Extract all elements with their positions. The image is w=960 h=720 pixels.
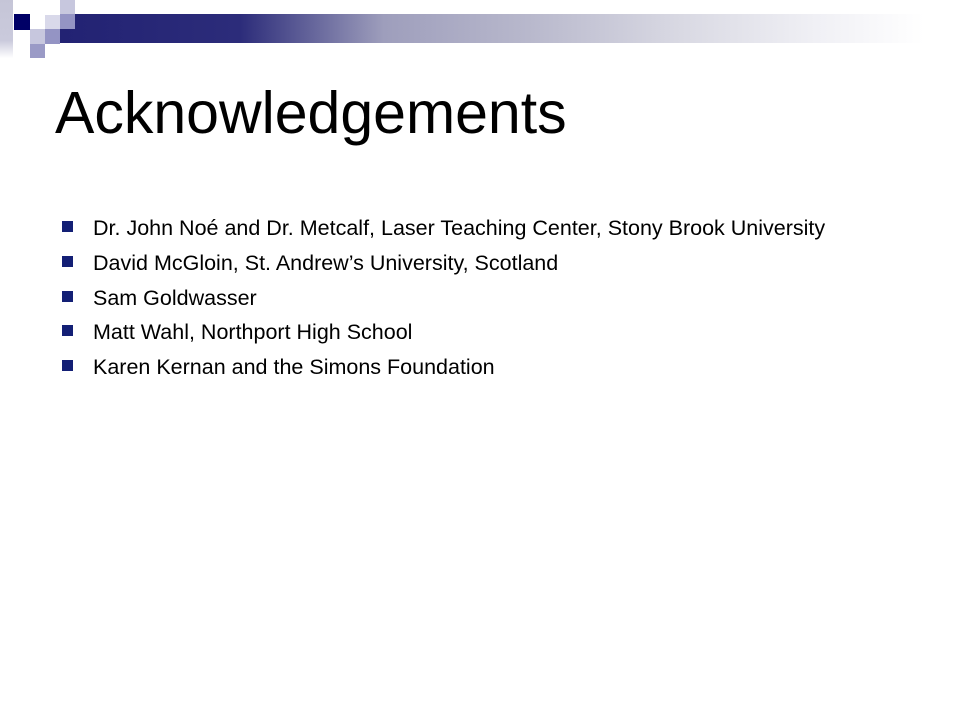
bullet-text: Matt Wahl, Northport High School <box>93 320 413 345</box>
bullet-square-icon <box>62 325 73 336</box>
bullet-item <box>62 315 942 350</box>
bullet-text: Karen Kernan and the Simons Foundation <box>93 355 495 379</box>
header-gradient-bar <box>60 14 960 43</box>
bullet-square-icon <box>62 256 73 267</box>
bullet-item <box>62 211 942 246</box>
bullet-square-icon <box>62 221 73 232</box>
decoration-square <box>45 29 60 44</box>
bullet-text: Dr. John Noé and Dr. Metcalf, Laser Teaching Center, Stony Brook University <box>93 216 826 240</box>
slide-title: Acknowledgements <box>55 80 567 146</box>
left-gradient-strip <box>0 0 13 58</box>
corner-navy-square <box>14 14 30 30</box>
decoration-square <box>60 0 75 15</box>
bullet-square-icon <box>62 291 73 302</box>
decoration-square <box>45 15 60 30</box>
bullet-square-icon <box>62 360 73 371</box>
bullet-list <box>62 211 942 385</box>
decoration-square <box>60 14 75 29</box>
bullet-item <box>62 246 942 281</box>
bullet-text: Sam Goldwasser <box>93 285 257 310</box>
decoration-square <box>30 44 45 58</box>
bullet-item <box>62 350 942 385</box>
bullet-text: David McGloin, St. Andrew’s University, Scotland <box>93 250 559 275</box>
decoration-square <box>30 29 45 44</box>
bullet-item <box>62 281 942 316</box>
